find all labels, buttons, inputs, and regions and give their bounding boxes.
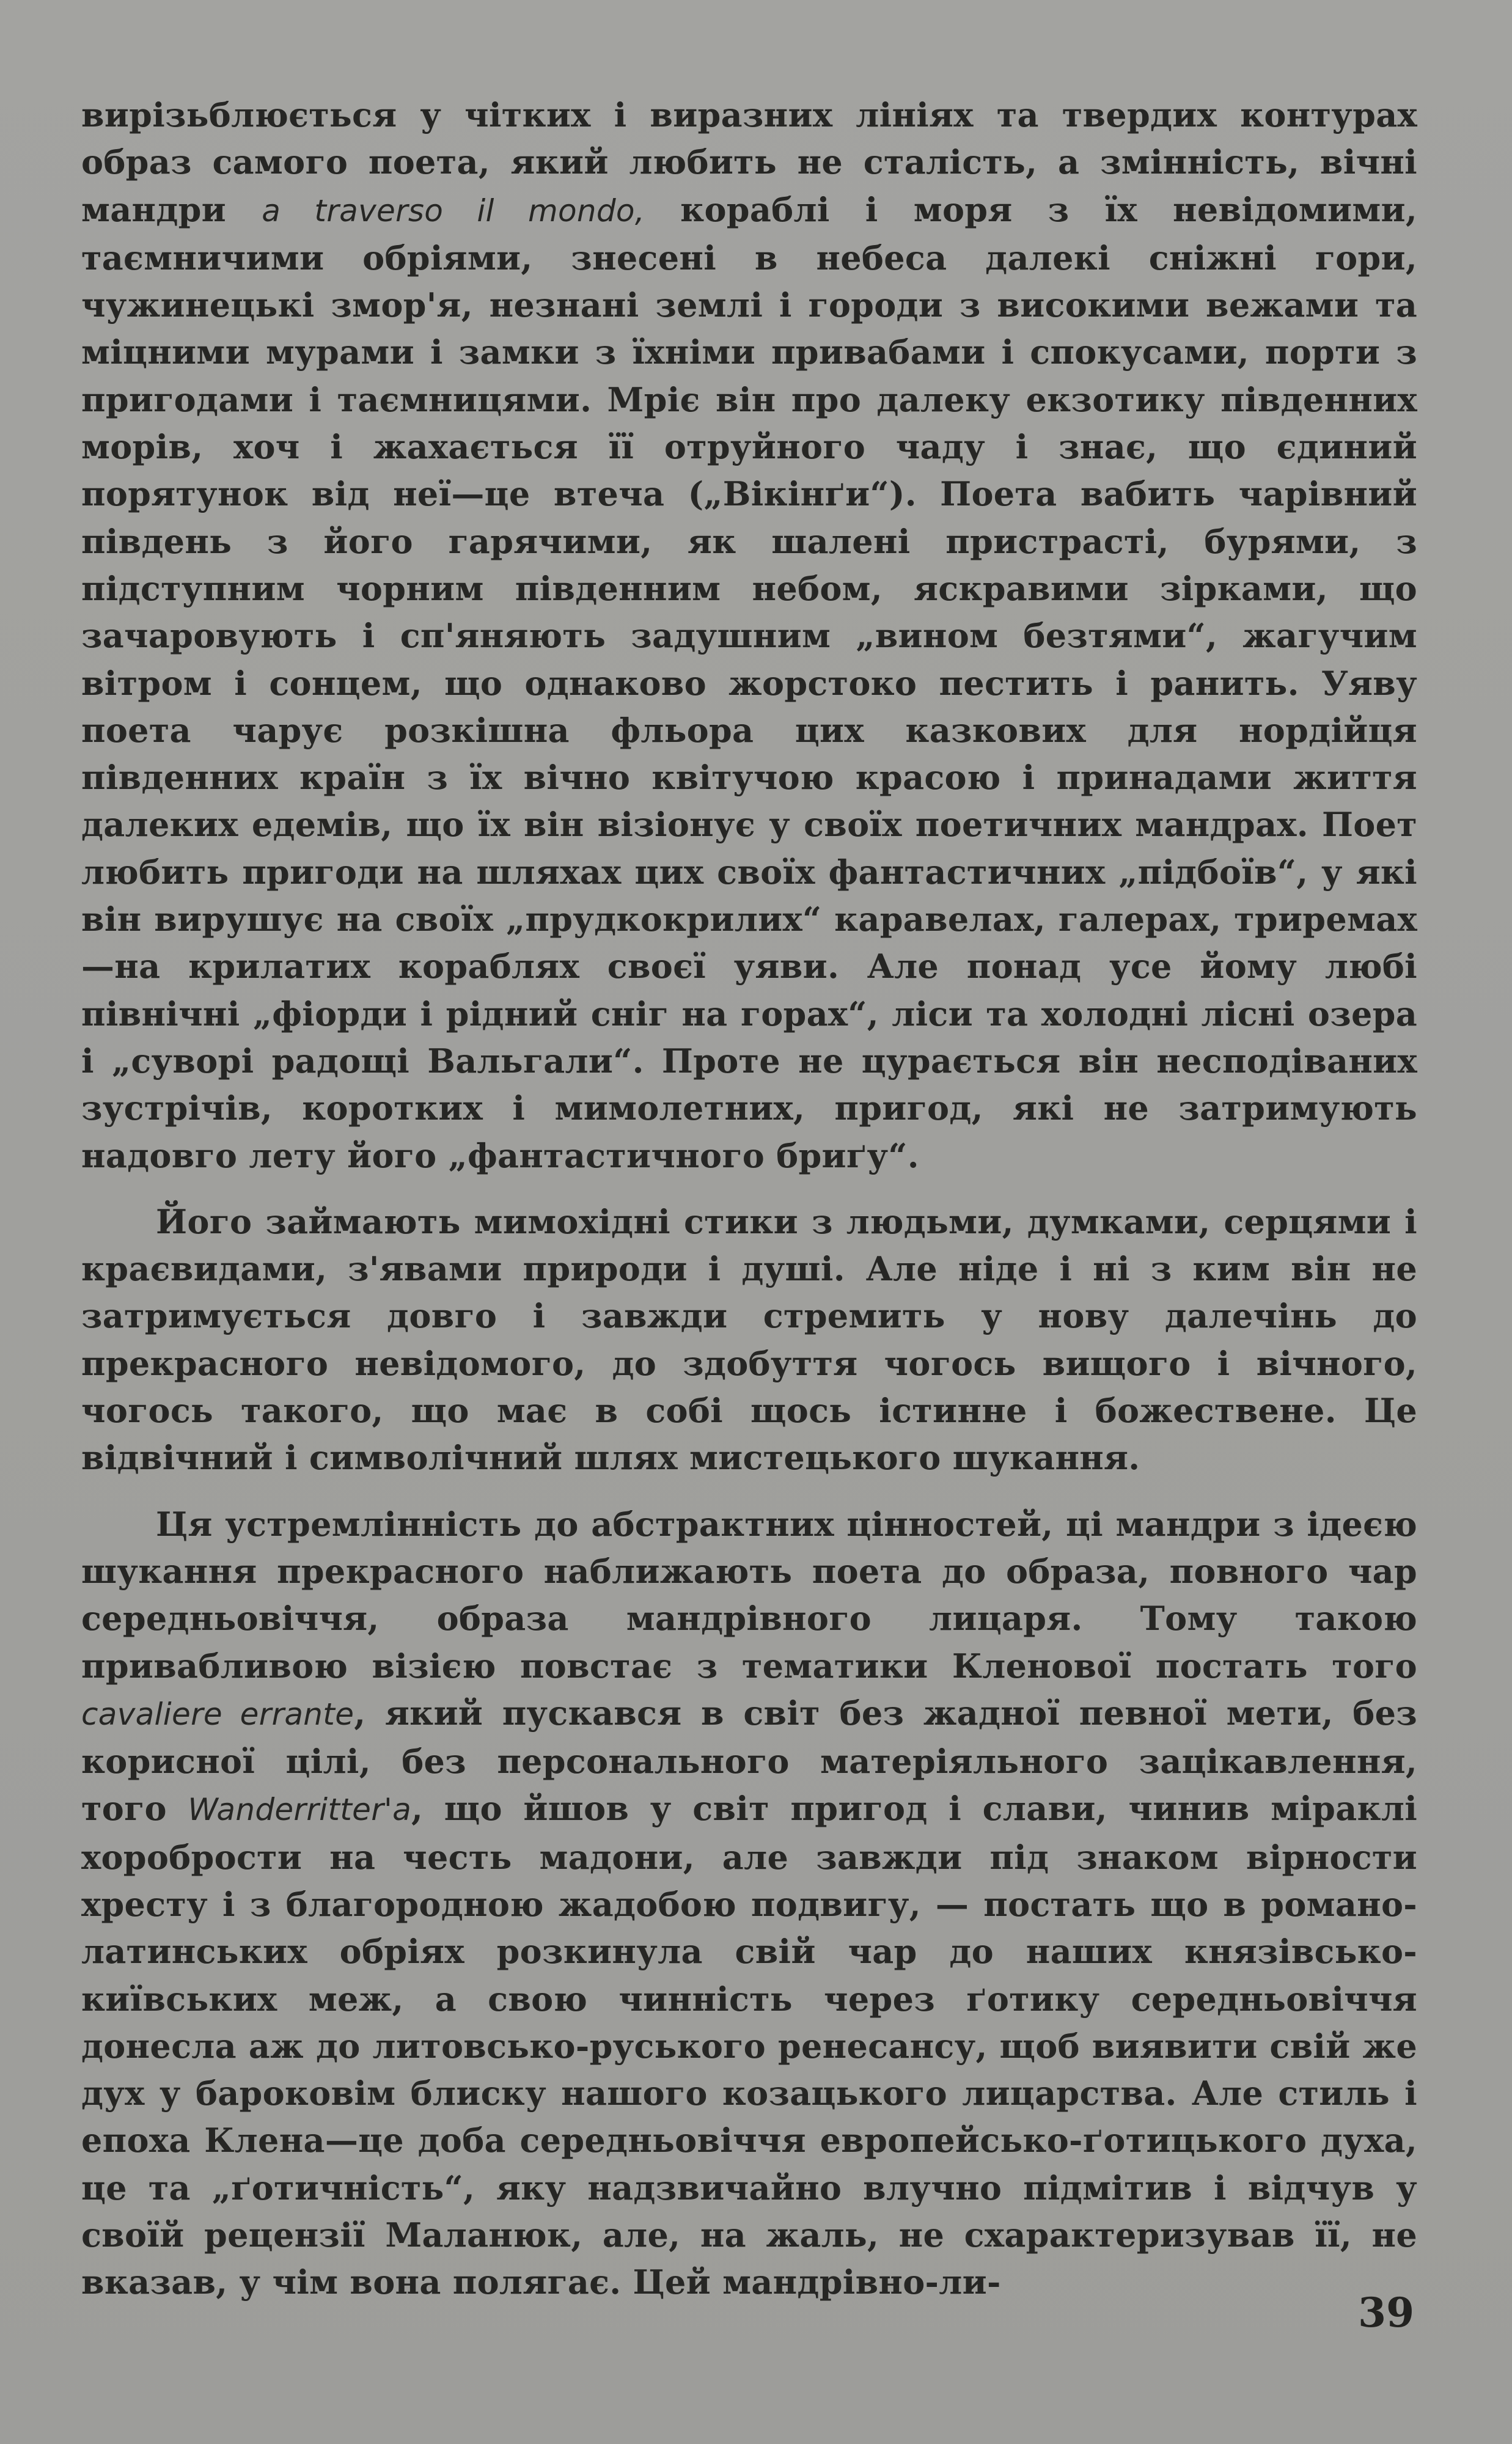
paragraph-2 (81, 1198, 1417, 1482)
text-run: Його займають мимохідні стики з людьми, думками, серцями і краєвидами, з'явами природи і душі. Але ніде і ні з ким він не затримується довго і завжди стремить у нову далечінь до прекрасного невідомого, до здобуття чогось вищого і вічного, чогось такого, що має в собі щось істинне і божествене. Це відвічний і символічний шлях мистецького шукання. (81, 1202, 1417, 1478)
paragraph-3 (81, 1501, 1417, 2306)
text-run: кораблі і моря з їх невідомими, таємничими обріями, знесені в небеса далекі сніжні гори, чужинецькі змор'я, незнані землі і городи з високими вежами та міцними мурами і замки з їхніми привабами і спокусами, порти з пригодами і таємницями. Мріє він про далеку екзотику південних морів, хоч і жахається її отруйного чаду і знає, що єдиний порятунок від неї—це втеча („Вікінґи“). Поета вабить чарівний південь з його гарячими, як шалені пристрасті, бурями, з підступним чорним південним небом, яскравими зірками, що зачаровують і сп'яняють задушним „вином безтями“, жагучим вітром і сонцем, що однаково жорстоко пестить і ранить. Уяву поета чарує розкішна фльора цих казкових для нордійця південних країн з їх вічно квітучою красою і принадами життя далеких едемів, що їх він візіонує у своїх поетичних мандрах. Поет любить пригоди на шляхах цих своїх фантастичних „підбоїв“, у які він вирушує на своїх „прудкокрилих“ каравелах, галерах, триремах—на крилатих кораблях своєї уяви. Але понад усе йому любі північні „фіорди і рідний сніг на горах“, ліси та холодні лісні озера і „суворі радощі Вальгали“. Проте не цурається він несподіваних зустрічів, коротких і мимолетних, пригод, які не затримують надовго лету його „фантастичного бриґу“. (81, 189, 1418, 1175)
text-run: Ця устремлінність до абстрактних цінностей, ці мандри з ідеєю шукання прекрасного наближають поета до образа, повного чар середньовіччя, образа мандрівного лицаря. Тому такою привабливою візією повстає з тематики Кленової постать того (81, 1504, 1417, 1686)
italic-phrase-wanderritter: Wanderritter'а (188, 1792, 412, 1828)
text-run: , що йшов у світ пригод і слави, чинив міраклі хоробрости на честь мадони, але завжди під знаком вірности хресту і з благородною жадобою подвигу, — постать що в романо-латинських обріях розкинула свій чар до наших князівсько-київських меж, а свою чинність через ґотику середньовіччя донесла аж до литовсько-руського ренесансу, щоб виявити свій же дух у бароковім блиску нашого козацького лицарства. Але стиль і епоха Клена—це доба середньовіччя европейсько-ґотицького духа, це та „ґотичність“, яку надзвичайно влучно підмітив і відчув у своїй рецензії Маланюк, але, на жаль, не схарактеризував її, не вказав, у чім вона полягає. Цей мандрівно-ли- (81, 1789, 1418, 2302)
text-run: , який пускався в світ без жадної певної мети, без корисної цілі, без персонального матеріяльного зацікавлення, того (81, 1693, 1418, 1829)
italic-phrase-a-traverso: a traverso il mondo, (262, 193, 645, 229)
text-run: вирізьблюється у чітких і виразних лініях та твердих контурах образ самого поета, який любить не сталість, а змінність, вічні мандри (81, 95, 1417, 229)
page-number: 39 (1358, 2289, 1414, 2336)
body-text (81, 92, 1417, 2306)
paragraph-1 (81, 92, 1417, 1180)
italic-phrase-cavaliere-errante: cavaliere errante (81, 1696, 354, 1732)
